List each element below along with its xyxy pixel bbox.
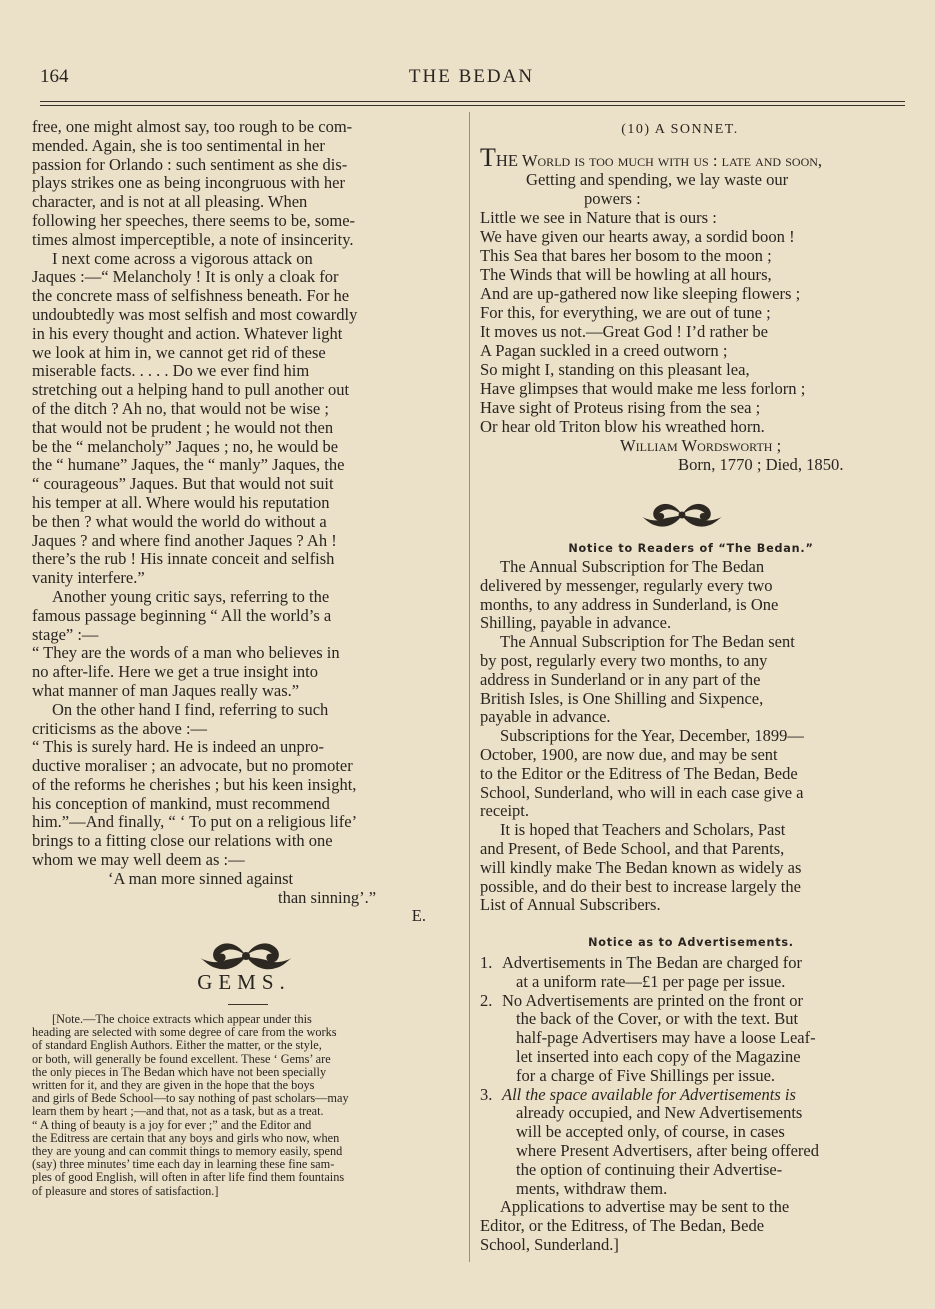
note-line: of standard English Authors. Either the matter, or the style, bbox=[32, 1038, 322, 1053]
text-line: miserable facts. . . . . Do we ever find him bbox=[32, 361, 310, 381]
note-line: the Editress are certain that any boys and girls who now, when bbox=[32, 1130, 340, 1145]
text-line: British Isles, is One Shilling and Sixpence, bbox=[480, 688, 764, 708]
text-line: vanity interfere.” bbox=[32, 568, 145, 588]
poem-line: We have given our hearts away, a sordid boon ! bbox=[480, 227, 795, 246]
note-line: learn them by heart ;—and that, not as a task, but as a treat. bbox=[32, 1104, 324, 1119]
text-line: the option of continuing their Advertise- bbox=[516, 1159, 783, 1179]
text-line: the back of the Cover, or with the text. But bbox=[516, 1009, 799, 1029]
sonnet-poem bbox=[480, 143, 902, 474]
text-line: to the Editor or the Editress of The Bedan, Bede bbox=[480, 763, 798, 783]
text-line: It is hoped that Teachers and Scholars, Past bbox=[500, 820, 786, 840]
text-line: free, one might almost say, too rough to be com- bbox=[32, 117, 353, 136]
text-line: ments, withdraw them. bbox=[516, 1178, 668, 1198]
ornament-icon bbox=[640, 496, 724, 534]
text-line: will be accepted only, of course, in cases bbox=[516, 1122, 785, 1142]
note-line: or both, will generally be found excellent. These ‘ Gems’ are bbox=[32, 1051, 331, 1066]
drop-cap: T bbox=[480, 143, 496, 172]
text-line: famous passage beginning “ All the world’s a bbox=[32, 605, 332, 625]
text-line: stage” :— bbox=[32, 624, 99, 644]
poem-line: It moves us not.—Great God ! I’d rather be bbox=[480, 322, 769, 341]
column-divider bbox=[469, 112, 470, 1262]
text-line: the “ humane” Jaques, the “ manly” Jaques, the bbox=[32, 455, 345, 475]
text-line: Subscriptions for the Year, December, 1899— bbox=[500, 726, 804, 746]
notice-readers-heading: Notice to Readers of “The Bedan.” bbox=[568, 542, 814, 555]
text-line: School, Sunderland.] bbox=[480, 1234, 619, 1254]
page-header bbox=[40, 66, 903, 90]
text-line: no after-life. Here we get a true insight into bbox=[32, 662, 319, 682]
text-line: “ They are the words of a man who believes in bbox=[32, 643, 340, 663]
note-line: “ A thing of beauty is a joy for ever ;” and the Editor and bbox=[32, 1117, 312, 1132]
poem-line: And are up-gathered now like sleeping flowers ; bbox=[480, 284, 801, 303]
note-line: and girls of Bede School—to say nothing of past scholars—may bbox=[32, 1091, 349, 1106]
gems-title: GEMS. bbox=[197, 970, 291, 994]
header-rule bbox=[40, 101, 905, 102]
text-line: “ This is surely hard. He is indeed an unpro- bbox=[32, 737, 325, 757]
text-line: payable in advance. bbox=[480, 707, 611, 727]
text-line: and Present, of Bede School, and that Parents, bbox=[480, 838, 785, 858]
text-line: Jaques :—“ Melancholy ! It is only a cloak for bbox=[32, 267, 339, 287]
text-line: address in Sunderland or in any part of the bbox=[480, 669, 761, 689]
poem-dates: Born, 1770 ; Died, 1850. bbox=[678, 455, 844, 474]
text-line: receipt. bbox=[480, 801, 530, 821]
text-line: of the ditch ? Ah no, that would not be wise ; bbox=[32, 398, 329, 418]
poem-author: William Wordsworth ; bbox=[620, 436, 782, 455]
text-line: where Present Advertisers, after being offered bbox=[516, 1140, 819, 1160]
text-line: List of Annual Subscribers. bbox=[480, 895, 661, 915]
poem-line: The Winds that will be howling at all hours, bbox=[480, 265, 772, 284]
gems-rule bbox=[228, 1004, 268, 1005]
author-initial: E. bbox=[411, 906, 426, 926]
poem-line: powers : bbox=[584, 189, 641, 208]
text-line: All the space available for Advertisements is bbox=[502, 1084, 796, 1104]
text-line: criticisms as the above :— bbox=[32, 718, 208, 738]
sonnet-title: (10) A SONNET. bbox=[621, 122, 739, 137]
text-line: of the reforms he cherishes ; but his keen insight, bbox=[32, 774, 357, 794]
text-line: ductive moraliser ; an advocate, but no promoter bbox=[32, 756, 353, 776]
text-line: No Advertisements are printed on the front or bbox=[502, 990, 804, 1010]
text-line: by post, regularly every two months, to any bbox=[480, 650, 768, 670]
text-line: for a charge of Five Shillings per issue. bbox=[516, 1065, 776, 1085]
text-line: following her speeches, there seems to be, some- bbox=[32, 210, 356, 230]
list-item bbox=[480, 1086, 902, 1105]
note-line: heading are selected with some degree of care from the works bbox=[32, 1025, 337, 1040]
poem-line: Have glimpses that would make me less forlorn ; bbox=[480, 379, 806, 398]
running-title: THE BEDAN bbox=[408, 66, 535, 87]
text-line: that would not be prudent ; he would not then bbox=[32, 417, 334, 437]
poem-line: A Pagan suckled in a creed outworn ; bbox=[480, 341, 728, 360]
poem-line: So might I, standing on this pleasant lea, bbox=[480, 360, 750, 379]
text-line: months, to any address in Sunderland, is One bbox=[480, 594, 779, 614]
list-item bbox=[480, 992, 902, 1011]
text-line: undoubtedly was most selfish and most cowardly bbox=[32, 304, 358, 324]
list-item bbox=[480, 954, 902, 973]
text-line: Applications to advertise may be sent to the bbox=[500, 1197, 790, 1217]
notice-ads-text bbox=[480, 954, 902, 1255]
page-number: 164 bbox=[40, 66, 69, 87]
note-line: ples of good English, will often in after life find them fountains bbox=[32, 1170, 345, 1185]
poem-line: Little we see in Nature that is ours : bbox=[480, 208, 717, 227]
text-line: Jaques ? and where find another Jaques ? Ah ! bbox=[32, 530, 337, 550]
note-line: [Note.—The choice extracts which appear under this bbox=[52, 1012, 312, 1026]
text-line: times almost imperceptible, a note of insincerity. bbox=[32, 229, 354, 249]
text-line: “ courageous” Jaques. But that would not suit bbox=[32, 474, 334, 494]
text-line: delivered by messenger, regularly every two bbox=[480, 575, 773, 595]
quote-line: than sinning’.” bbox=[278, 887, 377, 907]
text-line: Editor, or the Editress, of The Bedan, Bede bbox=[480, 1216, 765, 1236]
text-line: October, 1900, are now due, and may be sent bbox=[480, 744, 778, 764]
text-line: Another young critic says, referring to the bbox=[52, 586, 330, 606]
text-line: Advertisements in The Bedan are charged for bbox=[502, 953, 802, 972]
text-line: The Annual Subscription for The Bedan bbox=[500, 557, 765, 576]
text-line: stretching out a helping hand to pull another out bbox=[32, 380, 350, 400]
gems-note bbox=[32, 1013, 456, 1198]
note-line: of pleasure and stores of satisfaction.] bbox=[32, 1183, 219, 1198]
poem-line: Have sight of Proteus rising from the sea ; bbox=[480, 398, 761, 417]
list-number: 1. bbox=[480, 953, 493, 972]
text-line: mended. Again, she is too sentimental in her bbox=[32, 135, 325, 155]
note-line: the only pieces in The Bedan which have not been specially bbox=[32, 1064, 327, 1079]
notice-readers-text bbox=[480, 558, 902, 915]
text-line: will kindly make The Bedan known as widely as bbox=[480, 857, 802, 877]
text-line: him.”—And finally, “ ‘ To put on a religious life’ bbox=[32, 812, 358, 832]
text-line: what manner of man Jaques really was.” bbox=[32, 680, 300, 700]
list-number: 2. bbox=[480, 990, 493, 1010]
list-number: 3. bbox=[480, 1084, 493, 1104]
quote-line: ‘A man more sinned against bbox=[108, 868, 294, 888]
text-line: the concrete mass of selfishness beneath. For he bbox=[32, 286, 350, 306]
text-line: his temper at all. Where would his reputation bbox=[32, 492, 330, 512]
text-line: be then ? what would the world do without a bbox=[32, 511, 327, 531]
poem-first-line: HE World is too much with us : late and soon, bbox=[495, 151, 823, 170]
header-rule-double bbox=[40, 105, 905, 106]
text-line: let inserted into each copy of the Magazine bbox=[516, 1046, 801, 1066]
text-line: I next come across a vigorous attack on bbox=[52, 248, 313, 268]
text-line: Shilling, payable in advance. bbox=[480, 613, 672, 633]
poem-line: Getting and spending, we lay waste our bbox=[526, 170, 789, 189]
text-line: already occupied, and New Advertisements bbox=[516, 1103, 803, 1123]
text-line: possible, and do their best to increase largely the bbox=[480, 876, 801, 896]
text-line: brings to a fitting close our relations with one bbox=[32, 831, 333, 851]
note-line: (say) three minutes’ time each day in learning these fine sam- bbox=[32, 1157, 335, 1172]
text-line: plays strikes one as being incongruous with her bbox=[32, 173, 345, 193]
poem-line: Or hear old Triton blow his wreathed horn. bbox=[480, 417, 765, 436]
text-line: The Annual Subscription for The Bedan sent bbox=[500, 632, 795, 652]
text-line: there’s the rub ! His innate conceit and selfish bbox=[32, 549, 335, 569]
text-line: passion for Orlando : such sentiment as she dis- bbox=[32, 154, 348, 174]
text-line: we look at him in, we cannot get rid of these bbox=[32, 342, 326, 362]
text-line: half-page Advertisers may have a loose Leaf- bbox=[516, 1028, 816, 1048]
text-line: his conception of mankind, must recommend bbox=[32, 793, 330, 813]
text-line: be the “ melancholy” Jaques ; no, he would be bbox=[32, 436, 339, 456]
note-line: written for it, and they are given in the hope that the boys bbox=[32, 1078, 315, 1093]
text-line: On the other hand I find, referring to such bbox=[52, 699, 329, 719]
notice-ads-heading: Notice as to Advertisements. bbox=[588, 936, 794, 949]
text-line: in his every thought and action. Whatever light bbox=[32, 323, 343, 343]
text-line: at a uniform rate—£1 per page per issue. bbox=[516, 971, 786, 991]
text-line: whom we may well deem as :— bbox=[32, 850, 245, 870]
note-line: they are young and can commit things to memory easily, spend bbox=[32, 1144, 343, 1159]
essay-text bbox=[32, 118, 456, 926]
text-line: character, and is not at all pleasing. When bbox=[32, 192, 308, 212]
poem-line: This Sea that bares her bosom to the moon ; bbox=[480, 246, 772, 265]
text-line: School, Sunderland, who will in each case give a bbox=[480, 782, 804, 802]
poem-line bbox=[480, 143, 902, 172]
poem-line: For this, for everything, we are out of tune ; bbox=[480, 303, 771, 322]
